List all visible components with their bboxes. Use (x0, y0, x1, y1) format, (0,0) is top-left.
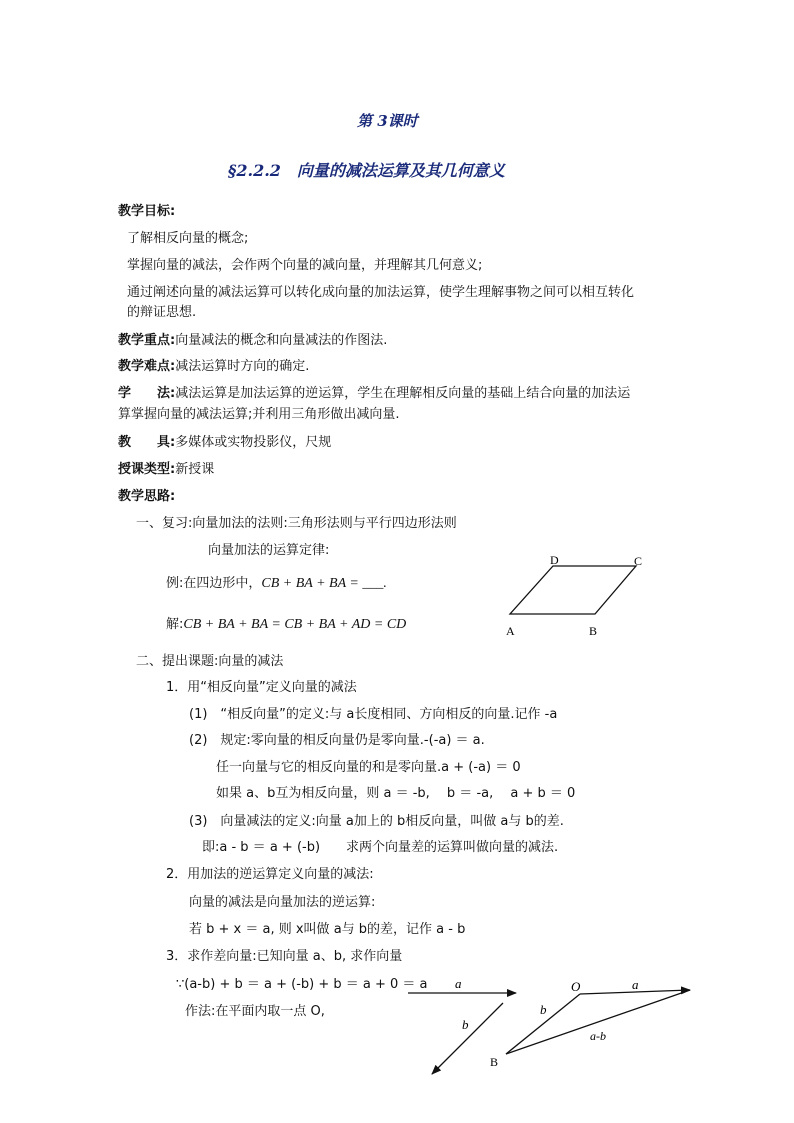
vector-ob-label: b (540, 1002, 547, 1017)
s1-heading: 1．用“相反向量”定义向量的减法 (166, 680, 357, 695)
vertex-c-label: C (634, 554, 643, 568)
vector-oa-label: a (632, 977, 639, 992)
solution-formula: CB + BA + BA = CB + BA + AD = CD (183, 617, 407, 632)
s2-heading: 2．用加法的逆运算定义向量的减法: (166, 867, 374, 882)
keypoint-text: 向量减法的概念和向量减法的作图法. (175, 333, 388, 348)
vector-a-minus-b (506, 990, 690, 1054)
s1-3: (3) 向量减法的定义:向量 a加上的 b相反向量，叫做 a与 b的差. (189, 814, 564, 829)
s3-heading: 3．求作差向量:已知向量 a、b, 求作向量 (166, 949, 403, 964)
point-b-label: B (490, 1055, 499, 1069)
lesson-type-text: 新授课 (175, 462, 215, 477)
objective-item: 了解相反向量的概念; (127, 231, 249, 246)
s1-2c: 如果 a、b互为相反向量，则 a ＝ -b, b ＝ -a, a + b ＝ 0 (216, 786, 576, 801)
tools-text: 多媒体或实物投影仪，尺规 (175, 435, 332, 450)
lesson-type-label: 授课类型: (118, 462, 176, 477)
objective-item: 掌握向量的减法，会作两个向量的减向量，并理解其几何意义; (127, 258, 483, 273)
s3-a: ∵(a-b) + b ＝ a + (-b) + b ＝ a + 0 ＝ a (176, 977, 428, 992)
s1-1: (1) “相反向量”的定义:与 a长度相同、方向相反的向量.记作 -a (189, 707, 558, 722)
lesson-title: 第 3课时 (357, 112, 418, 130)
vertex-d-label: D (550, 553, 559, 567)
origin-label: O (571, 979, 581, 994)
part2-heading: 二、提出课题:向量的减法 (136, 654, 284, 669)
section-title: §2.2.2 向量的减法运算及其几何意义 (228, 161, 505, 180)
vertex-b-label: B (589, 624, 598, 638)
s1-3b: 即:a - b ＝ a + (-b) 求两个向量差的运算叫做向量的减法. (202, 840, 559, 855)
difficulty-label: 教学难点: (118, 359, 176, 374)
objective-item: 的辩证思想. (127, 305, 197, 320)
difficulty-text: 减法运算时方向的确定. (175, 359, 310, 374)
objective-item: 通过阐述向量的减法运算可以转化成向量的加法运算，使学生理解事物之间可以相互转化 (127, 285, 635, 300)
objectives-label: 教学目标: (118, 204, 176, 219)
s3-b: 作法:在平面内取一点 O, (185, 1004, 325, 1019)
vertex-a-label: A (506, 624, 515, 638)
approach-label: 教学思路: (118, 489, 176, 504)
keypoint-label: 教学重点: (118, 333, 176, 348)
method-text: 减法运算是加法运算的逆运算，学生在理解相反向量的基础上结合向量的加法运 (175, 386, 631, 401)
solution-prefix: 解: (166, 617, 184, 632)
method-label: 学 法: (118, 386, 176, 401)
review-laws: 向量加法的运算定律: (208, 543, 330, 558)
vector-a-given-label: a (455, 976, 462, 991)
s2-b: 若 b + x ＝ a, 则 x叫做 a与 b的差，记作 a - b (189, 922, 466, 937)
example-formula: CB + BA + BA = ___. (261, 576, 387, 591)
example-prefix: 例:在四边形中， (166, 576, 262, 591)
vector-a-minus-b-label: a-b (590, 1029, 606, 1043)
parallelogram-shape (510, 566, 636, 614)
tools-label: 教 具: (118, 435, 176, 450)
vector-b-given-label: b (462, 1017, 469, 1032)
s1-2b: 任一向量与它的相反向量的和是零向量.a + (-a) ＝ 0 (216, 760, 521, 775)
method-text-2: 算掌握向量的减法运算;并利用三角形做出减向量. (118, 407, 400, 422)
s1-2: (2) 规定:零向量的相反向量仍是零向量.-(-a) ＝ a. (189, 733, 485, 748)
review-heading: 一、复习:向量加法的法则:三角形法则与平行四边形法则 (136, 516, 457, 531)
s2-a: 向量的减法是向量加法的逆运算: (189, 895, 376, 910)
